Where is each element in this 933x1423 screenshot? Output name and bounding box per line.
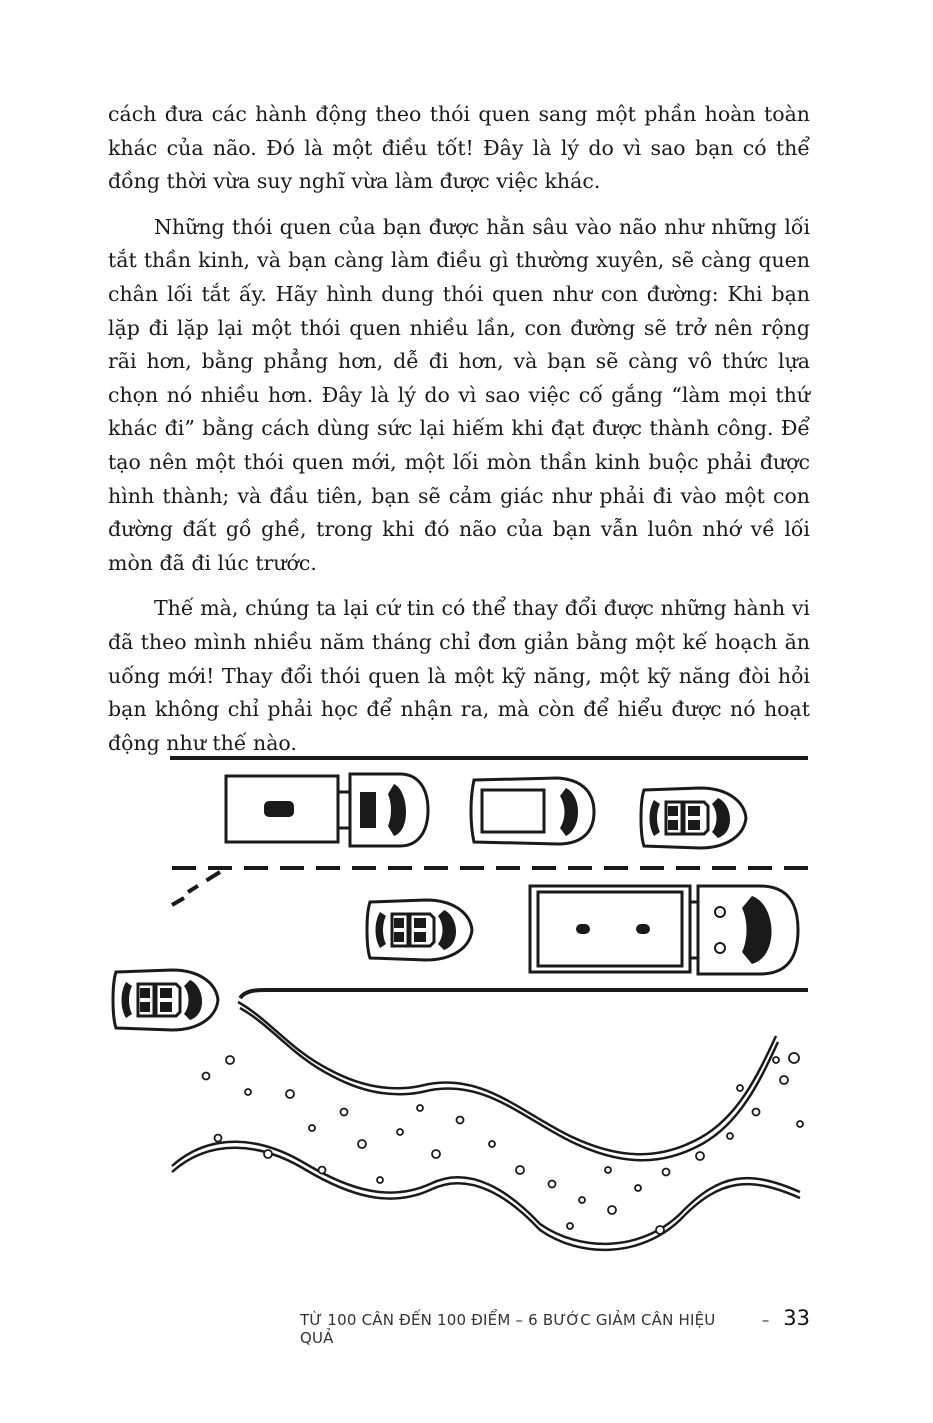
car-top-right	[641, 788, 746, 848]
footer-separator: –	[761, 1311, 770, 1329]
path-pebbles	[203, 1053, 804, 1234]
truck-top	[226, 774, 428, 846]
paragraph-3: Thế mà, chúng ta lại cứ tin có thể thay đổi được những hành vi đã theo mình nhiều năm tháng chỉ đơn giản bằng một kế hoạch ăn uống mới! Thay đổi thói quen là một kỹ năng, một kỹ năng đòi hỏi bạn không chỉ phải học để nhận ra, mà còn để hiểu được nó hoạt động như thế nào.	[108, 596, 810, 755]
car-middle	[367, 900, 472, 960]
paragraph-2: Những thói quen của bạn được hằn sâu vào não như những lối tắt thần kinh, và bạn càng làm điều gì thường xuyên, sẽ càng quen chân lối tắt ấy. Hãy hình dung thói quen như con đường: Khi bạn lặp đi lặp lại một thói quen nhiều lần, con đường sẽ trở nên rộng rãi hơn, bằng phẳng hơn, dễ đi hơn, và bạn sẽ càng vô thức lựa chọn nó nhiều hơn. Đây là lý do vì sao việc cố gắng “làm mọi thứ khác đi” bằng cách dùng sức lại hiếm khi đạt được thành công. Để tạo nên một thói quen mới, một lối mòn thần kinh buộc phải được hình thành; và đầu tiên, bạn sẽ cảm giác như phải đi vào một con đường đất gồ ghề, trong khi đó não của bạn vẫn luôn nhớ về lối mòn đã đi lúc trước.	[108, 214, 810, 575]
running-title: TỪ 100 CÂN ĐẾN 100 ĐIỂM – 6 BƯỚC GIẢM CÂN HIỆU QUẢ	[300, 1311, 716, 1347]
road-illustration	[100, 740, 820, 1260]
body-text	[108, 98, 810, 772]
page-number: 33	[783, 1306, 810, 1330]
paragraph-1: cách đưa các hành động theo thói quen sang một phần hoàn toàn khác của não. Đó là một điều tốt! Đây là lý do vì sao bạn có thể đồng thời vừa suy nghĩ vừa làm được việc khác.	[108, 102, 810, 194]
car-on-path	[113, 970, 218, 1030]
truck-lower	[530, 886, 798, 974]
van-top	[471, 778, 594, 844]
page-footer	[300, 1306, 810, 1347]
dirt-path	[172, 1002, 800, 1250]
